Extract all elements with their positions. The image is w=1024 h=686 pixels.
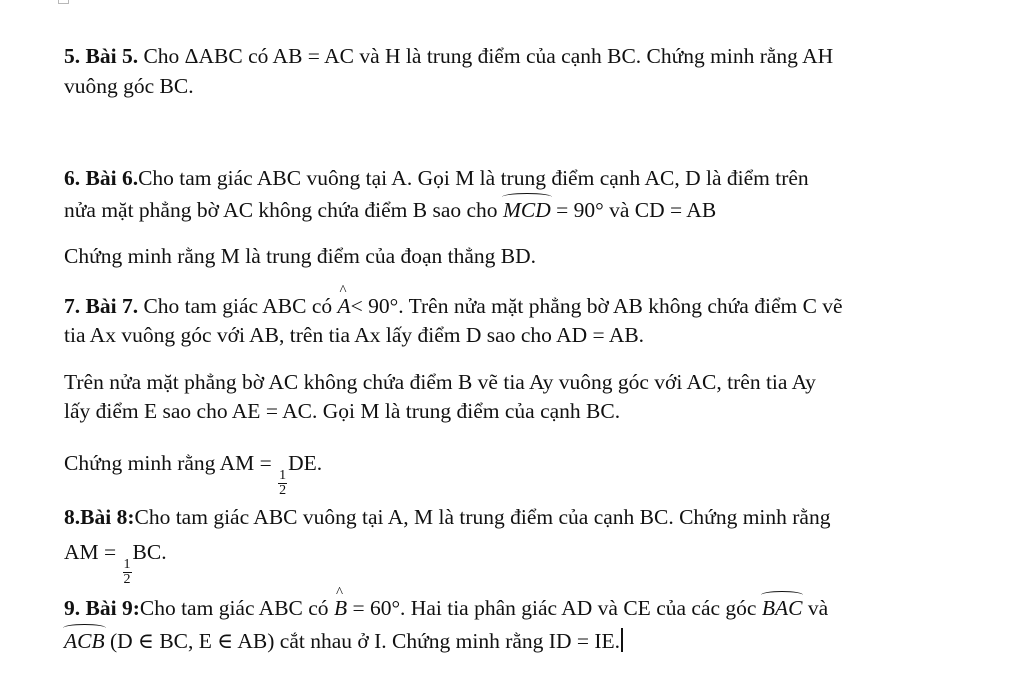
problem-9-text-1b: = 60°. Hai tia phân giác AD và CE của các góc [347, 596, 762, 620]
problem-7-line-5 [64, 449, 322, 498]
problem-7-text-2: tia Ax vuông góc với AB, trên tia Ax lấy điểm D sao cho AD = AB. [64, 323, 645, 347]
problem-6-line-2 [64, 196, 716, 224]
problem-9-text-2: (D ∈ BC, E ∈ AB) cắt nhau ở I. Chứng minh rằng ID = IE. [104, 629, 621, 653]
fraction-denominator: 2 [123, 572, 131, 587]
fraction-denominator: 2 [279, 483, 287, 498]
problem-7-line-2 [64, 321, 644, 349]
problem-7-line-4 [64, 397, 620, 425]
problem-8-text-2a: AM = [64, 540, 122, 564]
angle-a-hat: ^ A [338, 292, 351, 320]
page-corner-mark [58, 0, 69, 4]
problem-5-number: 5. Bài 5. [64, 44, 139, 68]
problem-8-text-1: Cho tam giác ABC vuông tại A, M là trung điểm của cạnh BC. Chứng minh rằng [134, 505, 831, 529]
problem-5-text-2: vuông góc BC. [64, 74, 194, 98]
problem-7-text-5b: DE. [288, 451, 323, 475]
problem-6-text-1: Cho tam giác ABC vuông tại A. Gọi M là trung điểm cạnh AC, D là điểm trên [138, 166, 809, 190]
problem-8-line-2 [64, 538, 167, 587]
fraction-one-half [123, 558, 132, 587]
problem-7-text-4: lấy điểm E sao cho AE = AC. Gọi M là trung điểm của cạnh BC. [64, 399, 621, 423]
problem-9-line-2 [64, 627, 623, 655]
problem-5-text-1: Cho ΔABC có AB = AC và H là trung điểm của cạnh BC. Chứng minh rằng AH [138, 44, 834, 68]
fraction-numerator: 1 [279, 468, 287, 483]
problem-7-text-5a: Chứng minh rằng AM = [64, 451, 278, 475]
problem-5-line-1 [64, 42, 833, 70]
problem-6-text-3: Chứng minh rằng M là trung điểm của đoạn thẳng BD. [64, 244, 537, 268]
problem-9-line-1 [64, 594, 828, 622]
problem-7-number: 7. Bài 7. [64, 294, 139, 318]
problem-6-line-3 [64, 242, 536, 270]
problem-6-text-2b: = 90° và CD = AB [550, 198, 717, 222]
problem-8-text-2b: BC. [132, 540, 167, 564]
problem-6-line-1 [64, 164, 809, 192]
problem-6-text-2a: nửa mặt phẳng bờ AC không chứa điểm B sao cho [64, 198, 503, 222]
problem-9-text-1c: và [802, 596, 829, 620]
problem-8-line-1 [64, 503, 830, 531]
problem-9-text-1a: Cho tam giác ABC có [139, 596, 334, 620]
problem-5-line-2 [64, 72, 194, 100]
problem-7-text-3: Trên nửa mặt phẳng bờ AC không chứa điểm B vẽ tia Ay vuông góc với AC, trên tia Ay [64, 370, 816, 394]
text-cursor [621, 628, 623, 652]
problem-8-number: 8.Bài 8: [64, 505, 135, 529]
fraction-numerator: 1 [123, 557, 131, 572]
fraction-one-half [278, 469, 287, 498]
problem-7-line-3 [64, 368, 816, 396]
angle-b-hat: ^ B [334, 594, 347, 622]
problem-7-text-1a: Cho tam giác ABC có [138, 294, 338, 318]
problem-6-number: 6. Bài 6. [64, 166, 139, 190]
problem-7-line-1 [64, 292, 843, 320]
problem-9-number: 9. Bài 9: [64, 596, 140, 620]
angle-acb: ACB [64, 629, 105, 653]
problem-7-text-1b: < 90°. Trên nửa mặt phẳng bờ AB không chứa điểm C vẽ [350, 294, 843, 318]
angle-mcd: MCD [502, 198, 551, 222]
angle-bac: BAC [761, 596, 803, 620]
